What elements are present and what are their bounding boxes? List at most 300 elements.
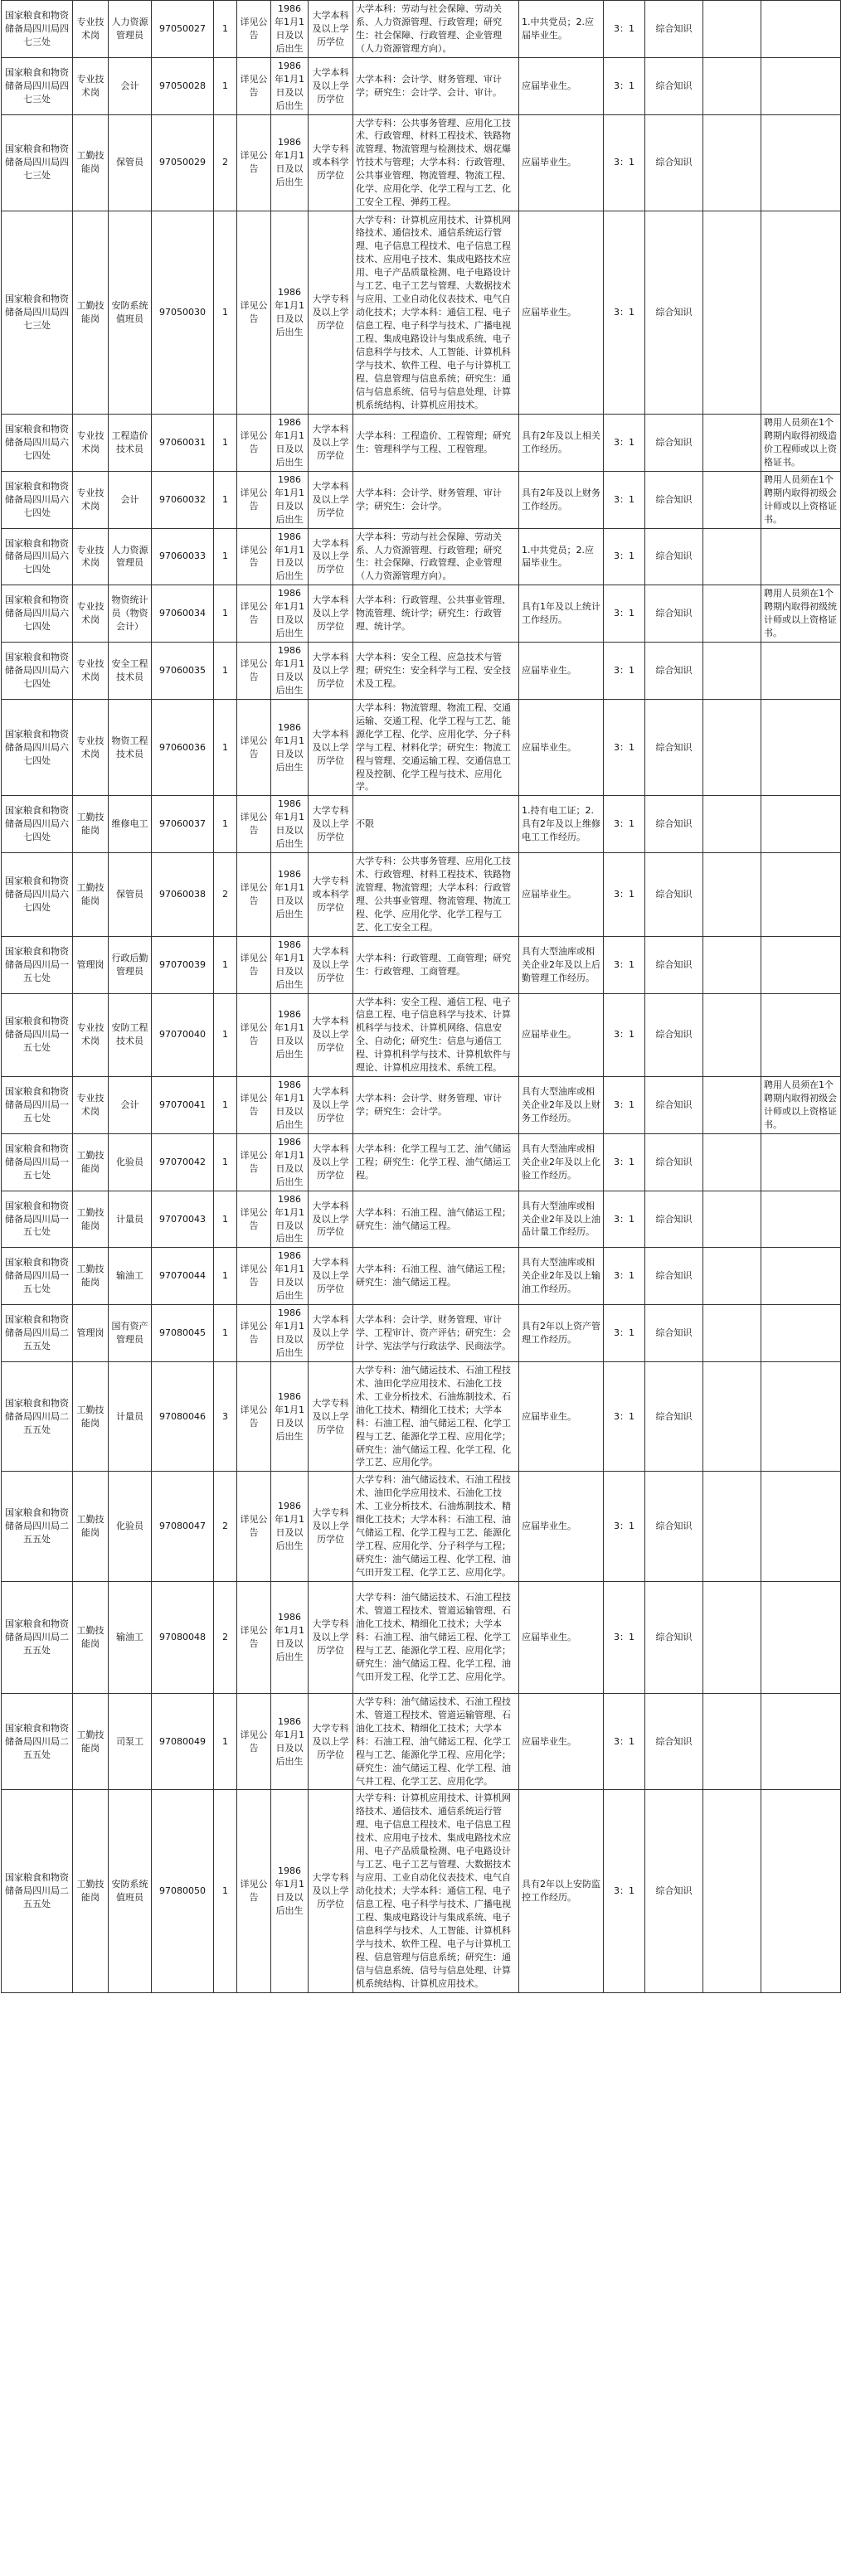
age-cell: 1986年1月1日及以后出生	[271, 1361, 309, 1472]
age-cell: 1986年1月1日及以后出生	[271, 1248, 309, 1305]
subject-cell: 综合知识	[645, 211, 703, 415]
count-cell: 1	[214, 699, 237, 796]
org-cell: 国家粮食和物资储备局四川局四七三处	[2, 1, 73, 58]
age-cell: 1986年1月1日及以后出生	[271, 1472, 309, 1582]
other-requirements-cell: 具有大型油库或相关企业2年及以上输油工作经历。	[519, 1248, 604, 1305]
type-cell: 专业技术岗	[73, 1, 109, 58]
subject-cell: 综合知识	[645, 1305, 703, 1362]
note-cell	[761, 1191, 841, 1248]
education-cell: 大学专科及以上学历学位	[309, 1581, 353, 1693]
other-requirements-cell: 1.持有电工证；2.具有2年及以上维修电工工作经历。	[519, 796, 604, 853]
org-cell: 国家粮食和物资储备局四川局一五七处	[2, 1077, 73, 1134]
education-cell: 大学本科及以上学历学位	[309, 993, 353, 1077]
other-requirements-cell: 具有2年及以上财务工作经历。	[519, 471, 604, 528]
major-cell: 大学本科：行政管理、公共事业管理、物流管理、统计学；研究生：行政管理、统计学。	[353, 585, 519, 643]
org-cell: 国家粮食和物资储备局四川局六七四处	[2, 643, 73, 700]
subject-cell: 综合知识	[645, 936, 703, 993]
blank-cell	[703, 57, 761, 114]
exam-cell: 详见公告	[237, 1305, 271, 1362]
age-cell: 1986年1月1日及以后出生	[271, 1133, 309, 1191]
note-cell	[761, 1581, 841, 1693]
type-cell: 专业技术岗	[73, 471, 109, 528]
code-cell: 97060034	[152, 585, 214, 643]
education-cell: 大学专科及以上学历学位	[309, 211, 353, 415]
table-row	[2, 211, 841, 415]
education-cell: 大学本科及以上学历学位	[309, 57, 353, 114]
education-cell: 大学本科及以上学历学位	[309, 528, 353, 585]
note-cell	[761, 1133, 841, 1191]
education-cell: 大学专科及以上学历学位	[309, 1790, 353, 1992]
post-cell: 输油工	[109, 1248, 152, 1305]
ratio-cell: 3：1	[604, 57, 645, 114]
code-cell: 97060032	[152, 471, 214, 528]
age-cell: 1986年1月1日及以后出生	[271, 993, 309, 1077]
type-cell: 工勤技能岗	[73, 1248, 109, 1305]
table-row	[2, 796, 841, 853]
other-requirements-cell: 应届毕业生。	[519, 643, 604, 700]
blank-cell	[703, 1191, 761, 1248]
count-cell: 1	[214, 1248, 237, 1305]
count-cell: 1	[214, 57, 237, 114]
major-cell: 大学本科：会计学、财务管理、审计学；研究生：会计学。	[353, 471, 519, 528]
major-cell: 大学本科：工程造价、工程管理；研究生：管理科学与工程、工程管理。	[353, 415, 519, 472]
ratio-cell: 3：1	[604, 415, 645, 472]
code-cell: 97050028	[152, 57, 214, 114]
age-cell: 1986年1月1日及以后出生	[271, 936, 309, 993]
subject-cell: 综合知识	[645, 1077, 703, 1134]
other-requirements-cell: 具有2年以上资产管理工作经历。	[519, 1305, 604, 1362]
age-cell: 1986年1月1日及以后出生	[271, 1790, 309, 1992]
post-cell: 安防工程技术员	[109, 993, 152, 1077]
type-cell: 专业技术岗	[73, 1077, 109, 1134]
table-row	[2, 1248, 841, 1305]
other-requirements-cell: 具有2年以上安防监控工作经历。	[519, 1790, 604, 1992]
blank-cell	[703, 1361, 761, 1472]
exam-cell: 详见公告	[237, 415, 271, 472]
exam-cell: 详见公告	[237, 1361, 271, 1472]
note-cell	[761, 699, 841, 796]
code-cell: 97070039	[152, 936, 214, 993]
post-cell: 安防系统值班员	[109, 1790, 152, 1992]
subject-cell: 综合知识	[645, 1133, 703, 1191]
table-row	[2, 1472, 841, 1582]
post-cell: 保管员	[109, 114, 152, 211]
subject-cell: 综合知识	[645, 643, 703, 700]
note-cell: 聘用人员须在1个聘期内取得初级造价工程师或以上资格证书。	[761, 415, 841, 472]
post-cell: 会计	[109, 57, 152, 114]
code-cell: 97050030	[152, 211, 214, 415]
code-cell: 97060036	[152, 699, 214, 796]
other-requirements-cell: 具有大型油库或相关企业2年及以上油品计量工作经历。	[519, 1191, 604, 1248]
subject-cell: 综合知识	[645, 114, 703, 211]
org-cell: 国家粮食和物资储备局四川局六七四处	[2, 528, 73, 585]
ratio-cell: 3：1	[604, 1191, 645, 1248]
blank-cell	[703, 471, 761, 528]
exam-cell: 详见公告	[237, 1191, 271, 1248]
ratio-cell: 3：1	[604, 993, 645, 1077]
subject-cell: 综合知识	[645, 585, 703, 643]
count-cell: 3	[214, 1361, 237, 1472]
exam-cell: 详见公告	[237, 1133, 271, 1191]
blank-cell	[703, 936, 761, 993]
org-cell: 国家粮食和物资储备局四川局四七三处	[2, 211, 73, 415]
job-table	[1, 0, 841, 1993]
exam-cell: 详见公告	[237, 114, 271, 211]
org-cell: 国家粮食和物资储备局四川局四七三处	[2, 57, 73, 114]
major-cell: 大学专科：公共事务管理、应用化工技术、行政管理、材料工程技术、铁路物流管理、物流管理；大学本科：行政管理、公共事业管理、物流管理、物流工程、化学、应用化学、化学工程与工艺、化工安全工程。	[353, 853, 519, 937]
count-cell: 1	[214, 993, 237, 1077]
type-cell: 工勤技能岗	[73, 796, 109, 853]
age-cell: 1986年1月1日及以后出生	[271, 853, 309, 937]
major-cell: 大学专科：油气储运技术、石油工程技术、油田化学应用技术、石油化工技术、工业分析技术、石油炼制技术、精细化工技术；大学本科：石油工程、油气储运工程、化学工程与工艺、能源化学工程、应用化学、分子科学与工程；研究生：油气储运工程、化学工程、油气田开发工程、化学工艺、应用化学。	[353, 1472, 519, 1582]
count-cell: 1	[214, 1790, 237, 1992]
type-cell: 工勤技能岗	[73, 1581, 109, 1693]
major-cell: 不限	[353, 796, 519, 853]
exam-cell: 详见公告	[237, 936, 271, 993]
post-cell: 国有资产管理员	[109, 1305, 152, 1362]
exam-cell: 详见公告	[237, 57, 271, 114]
exam-cell: 详见公告	[237, 643, 271, 700]
type-cell: 工勤技能岗	[73, 211, 109, 415]
note-cell	[761, 936, 841, 993]
code-cell: 97060035	[152, 643, 214, 700]
blank-cell	[703, 1581, 761, 1693]
table-row	[2, 57, 841, 114]
note-cell	[761, 1305, 841, 1362]
type-cell: 专业技术岗	[73, 528, 109, 585]
other-requirements-cell: 具有1年及以上统计工作经历。	[519, 585, 604, 643]
major-cell: 大学本科：石油工程、油气储运工程；研究生：油气储运工程。	[353, 1248, 519, 1305]
count-cell: 2	[214, 1472, 237, 1582]
blank-cell	[703, 528, 761, 585]
ratio-cell: 3：1	[604, 1077, 645, 1134]
major-cell: 大学本科：安全工程、应急技术与管理；研究生：安全科学与工程、安全技术及工程。	[353, 643, 519, 700]
education-cell: 大学本科及以上学历学位	[309, 936, 353, 993]
other-requirements-cell: 应届毕业生。	[519, 699, 604, 796]
ratio-cell: 3：1	[604, 796, 645, 853]
org-cell: 国家粮食和物资储备局四川局六七四处	[2, 699, 73, 796]
org-cell: 国家粮食和物资储备局四川局二五五处	[2, 1693, 73, 1790]
org-cell: 国家粮食和物资储备局四川局一五七处	[2, 993, 73, 1077]
post-cell: 会计	[109, 1077, 152, 1134]
subject-cell: 综合知识	[645, 415, 703, 472]
major-cell: 大学本科：会计学、财务管理、审计学；研究生：会计学、会计、审计。	[353, 57, 519, 114]
subject-cell: 综合知识	[645, 993, 703, 1077]
major-cell: 大学专科：计算机应用技术、计算机网络技术、通信技术、通信系统运行管理、电子信息工程技术、电子信息工程技术、应用电子技术、集成电路技术应用、电子产品质量检测、电子电路设计与工艺、电子工艺与管理、大数据技术与应用、工业自动化仪表技术、电气自动化技术；大学本科：通信工程、电子信息工程、电子科学与技术、广播电视工程、集成电路设计与集成系统、电子信息科学与技术、人工智能、计算机科学与技术、软件工程、电子与计算机工程、信息管理与信息系统；研究生：通信与信息系统、信号与信息处理、计算机系统结构、计算机应用技术。	[353, 1790, 519, 1992]
major-cell: 大学本科：劳动与社会保障、劳动关系、人力资源管理、行政管理；研究生：社会保障、行政管理、企业管理（人力资源管理方向）。	[353, 1, 519, 58]
type-cell: 专业技术岗	[73, 993, 109, 1077]
blank-cell	[703, 1693, 761, 1790]
blank-cell	[703, 1248, 761, 1305]
education-cell: 大学本科及以上学历学位	[309, 415, 353, 472]
code-cell: 97060031	[152, 415, 214, 472]
note-cell: 聘用人员须在1个聘期内取得初级统计师或以上资格证书。	[761, 585, 841, 643]
table-row	[2, 471, 841, 528]
table-row	[2, 699, 841, 796]
subject-cell: 综合知识	[645, 1790, 703, 1992]
age-cell: 1986年1月1日及以后出生	[271, 57, 309, 114]
post-cell: 输油工	[109, 1581, 152, 1693]
age-cell: 1986年1月1日及以后出生	[271, 1, 309, 58]
other-requirements-cell: 具有大型油库或相关企业2年及以上化验工作经历。	[519, 1133, 604, 1191]
org-cell: 国家粮食和物资储备局四川局一五七处	[2, 1133, 73, 1191]
other-requirements-cell: 应届毕业生。	[519, 1581, 604, 1693]
note-cell	[761, 57, 841, 114]
post-cell: 行政后勤管理员	[109, 936, 152, 993]
org-cell: 国家粮食和物资储备局四川局二五五处	[2, 1361, 73, 1472]
post-cell: 物资工程技术员	[109, 699, 152, 796]
major-cell: 大学本科：劳动与社会保障、劳动关系、人力资源管理、行政管理；研究生：社会保障、行政管理、企业管理（人力资源管理方向）。	[353, 528, 519, 585]
count-cell: 1	[214, 1693, 237, 1790]
type-cell: 工勤技能岗	[73, 114, 109, 211]
post-cell: 化验员	[109, 1133, 152, 1191]
age-cell: 1986年1月1日及以后出生	[271, 114, 309, 211]
subject-cell: 综合知识	[645, 796, 703, 853]
subject-cell: 综合知识	[645, 699, 703, 796]
table-row	[2, 993, 841, 1077]
education-cell: 大学本科及以上学历学位	[309, 1, 353, 58]
code-cell: 97050027	[152, 1, 214, 58]
note-cell	[761, 1472, 841, 1582]
org-cell: 国家粮食和物资储备局四川局二五五处	[2, 1305, 73, 1362]
age-cell: 1986年1月1日及以后出生	[271, 1693, 309, 1790]
ratio-cell: 3：1	[604, 1, 645, 58]
ratio-cell: 3：1	[604, 699, 645, 796]
exam-cell: 详见公告	[237, 993, 271, 1077]
table-row	[2, 114, 841, 211]
blank-cell	[703, 415, 761, 472]
code-cell: 97060038	[152, 853, 214, 937]
table-row	[2, 1790, 841, 1992]
table-row	[2, 585, 841, 643]
post-cell: 人力资源管理员	[109, 1, 152, 58]
table-row	[2, 1, 841, 58]
education-cell: 大学专科或本科学历学位	[309, 114, 353, 211]
major-cell: 大学本科：安全工程、通信工程、电子信息工程、电子信息科学与技术、计算机科学与技术、计算机网络、信息安全、自动化；研究生：信息与通信工程、计算机科学与技术、计算机软件与理论、计算机应用技术、系统工程。	[353, 993, 519, 1077]
major-cell: 大学本科：会计学、财务管理、审计学；研究生：会计学。	[353, 1077, 519, 1134]
education-cell: 大学本科及以上学历学位	[309, 1248, 353, 1305]
ratio-cell: 3：1	[604, 1581, 645, 1693]
count-cell: 2	[214, 1581, 237, 1693]
count-cell: 1	[214, 1, 237, 58]
post-cell: 安全工程技术员	[109, 643, 152, 700]
count-cell: 1	[214, 415, 237, 472]
code-cell: 97070044	[152, 1248, 214, 1305]
subject-cell: 综合知识	[645, 528, 703, 585]
count-cell: 1	[214, 1191, 237, 1248]
age-cell: 1986年1月1日及以后出生	[271, 211, 309, 415]
type-cell: 专业技术岗	[73, 699, 109, 796]
post-cell: 维修电工	[109, 796, 152, 853]
org-cell: 国家粮食和物资储备局四川局二五五处	[2, 1472, 73, 1582]
ratio-cell: 3：1	[604, 936, 645, 993]
age-cell: 1986年1月1日及以后出生	[271, 471, 309, 528]
note-cell	[761, 643, 841, 700]
exam-cell: 详见公告	[237, 528, 271, 585]
table-row	[2, 415, 841, 472]
table-row	[2, 1693, 841, 1790]
ratio-cell: 3：1	[604, 528, 645, 585]
other-requirements-cell: 1.中共党员；2.应届毕业生。	[519, 1, 604, 58]
other-requirements-cell: 具有大型油库或相关企业2年及以上后勤管理工作经历。	[519, 936, 604, 993]
blank-cell	[703, 211, 761, 415]
age-cell: 1986年1月1日及以后出生	[271, 1077, 309, 1134]
table-row	[2, 1581, 841, 1693]
post-cell: 计量员	[109, 1191, 152, 1248]
subject-cell: 综合知识	[645, 1361, 703, 1472]
ratio-cell: 3：1	[604, 1693, 645, 1790]
exam-cell: 详见公告	[237, 1, 271, 58]
note-cell	[761, 1248, 841, 1305]
count-cell: 1	[214, 1077, 237, 1134]
major-cell: 大学本科：化学工程与工艺、油气储运工程；研究生：化学工程、油气储运工程。	[353, 1133, 519, 1191]
age-cell: 1986年1月1日及以后出生	[271, 796, 309, 853]
ratio-cell: 3：1	[604, 211, 645, 415]
count-cell: 1	[214, 796, 237, 853]
post-cell: 化验员	[109, 1472, 152, 1582]
age-cell: 1986年1月1日及以后出生	[271, 643, 309, 700]
other-requirements-cell: 具有大型油库或相关企业2年及以上财务工作经历。	[519, 1077, 604, 1134]
note-cell	[761, 114, 841, 211]
count-cell: 1	[214, 585, 237, 643]
note-cell: 聘用人员须在1个聘期内取得初级会计师或以上资格证书。	[761, 1077, 841, 1134]
other-requirements-cell: 应届毕业生。	[519, 114, 604, 211]
table-row	[2, 936, 841, 993]
exam-cell: 详见公告	[237, 853, 271, 937]
major-cell: 大学专科：油气储运技术、石油工程技术、油田化学应用技术、石油化工技术、工业分析技术、石油炼制技术、石油化工技术、精细化工技术；大学本科：石油工程、油气储运工程、化学工程与工艺、能源化学工程、应用化学；研究生：油气储运工程、化学工程、化学工艺、应用化学。	[353, 1361, 519, 1472]
org-cell: 国家粮食和物资储备局四川局二五五处	[2, 1581, 73, 1693]
code-cell: 97070041	[152, 1077, 214, 1134]
ratio-cell: 3：1	[604, 1133, 645, 1191]
count-cell: 2	[214, 114, 237, 211]
post-cell: 工程造价技术员	[109, 415, 152, 472]
education-cell: 大学本科及以上学历学位	[309, 699, 353, 796]
ratio-cell: 3：1	[604, 1305, 645, 1362]
education-cell: 大学专科及以上学历学位	[309, 1361, 353, 1472]
blank-cell	[703, 643, 761, 700]
org-cell: 国家粮食和物资储备局四川局六七四处	[2, 471, 73, 528]
blank-cell	[703, 796, 761, 853]
exam-cell: 详见公告	[237, 1693, 271, 1790]
count-cell: 1	[214, 643, 237, 700]
major-cell: 大学本科：会计学、财务管理、审计学、工程审计、资产评估；研究生：会计学、宪法学与行政法学、民商法学。	[353, 1305, 519, 1362]
other-requirements-cell: 应届毕业生。	[519, 57, 604, 114]
type-cell: 工勤技能岗	[73, 1133, 109, 1191]
type-cell: 专业技术岗	[73, 415, 109, 472]
age-cell: 1986年1月1日及以后出生	[271, 1305, 309, 1362]
exam-cell: 详见公告	[237, 585, 271, 643]
code-cell: 97070042	[152, 1133, 214, 1191]
code-cell: 97080046	[152, 1361, 214, 1472]
age-cell: 1986年1月1日及以后出生	[271, 415, 309, 472]
type-cell: 管理岗	[73, 1305, 109, 1362]
ratio-cell: 3：1	[604, 585, 645, 643]
note-cell	[761, 528, 841, 585]
note-cell	[761, 853, 841, 937]
note-cell	[761, 1361, 841, 1472]
type-cell: 专业技术岗	[73, 585, 109, 643]
other-requirements-cell: 应届毕业生。	[519, 1361, 604, 1472]
table-row	[2, 1191, 841, 1248]
org-cell: 国家粮食和物资储备局四川局六七四处	[2, 415, 73, 472]
subject-cell: 综合知识	[645, 57, 703, 114]
note-cell	[761, 211, 841, 415]
type-cell: 工勤技能岗	[73, 1361, 109, 1472]
code-cell: 97080049	[152, 1693, 214, 1790]
blank-cell	[703, 585, 761, 643]
blank-cell	[703, 699, 761, 796]
exam-cell: 详见公告	[237, 471, 271, 528]
post-cell: 人力资源管理员	[109, 528, 152, 585]
count-cell: 1	[214, 211, 237, 415]
exam-cell: 详见公告	[237, 1248, 271, 1305]
major-cell: 大学专科：油气储运技术、石油工程技术、管道工程技术、管道运输管理、石油化工技术、精细化工技术；大学本科：石油工程、油气储运工程、化学工程与工艺、能源化学工程、应用化学；研究生：油气储运工程、化学工程、油气井工程、化学工艺、应用化学。	[353, 1693, 519, 1790]
table-row	[2, 643, 841, 700]
exam-cell: 详见公告	[237, 1790, 271, 1992]
blank-cell	[703, 853, 761, 937]
type-cell: 工勤技能岗	[73, 1693, 109, 1790]
blank-cell	[703, 1077, 761, 1134]
other-requirements-cell: 应届毕业生。	[519, 853, 604, 937]
org-cell: 国家粮食和物资储备局四川局二五五处	[2, 1790, 73, 1992]
post-cell: 物资统计员（物资会计）	[109, 585, 152, 643]
org-cell: 国家粮食和物资储备局四川局一五七处	[2, 1191, 73, 1248]
subject-cell: 综合知识	[645, 471, 703, 528]
note-cell	[761, 796, 841, 853]
code-cell: 97080048	[152, 1581, 214, 1693]
ratio-cell: 3：1	[604, 1361, 645, 1472]
age-cell: 1986年1月1日及以后出生	[271, 1191, 309, 1248]
ratio-cell: 3：1	[604, 114, 645, 211]
code-cell: 97060037	[152, 796, 214, 853]
ratio-cell: 3：1	[604, 1472, 645, 1582]
code-cell: 97050029	[152, 114, 214, 211]
blank-cell	[703, 993, 761, 1077]
other-requirements-cell: 具有2年及以上相关工作经历。	[519, 415, 604, 472]
major-cell: 大学本科：石油工程、油气储运工程；研究生：油气储运工程。	[353, 1191, 519, 1248]
exam-cell: 详见公告	[237, 1077, 271, 1134]
subject-cell: 综合知识	[645, 1, 703, 58]
type-cell: 工勤技能岗	[73, 853, 109, 937]
code-cell: 97070040	[152, 993, 214, 1077]
education-cell: 大学本科及以上学历学位	[309, 1133, 353, 1191]
count-cell: 2	[214, 853, 237, 937]
type-cell: 管理岗	[73, 936, 109, 993]
other-requirements-cell: 1.中共党员；2.应届毕业生。	[519, 528, 604, 585]
post-cell: 计量员	[109, 1361, 152, 1472]
subject-cell: 综合知识	[645, 853, 703, 937]
code-cell: 97080050	[152, 1790, 214, 1992]
table-row	[2, 853, 841, 937]
blank-cell	[703, 1133, 761, 1191]
education-cell: 大学本科及以上学历学位	[309, 1077, 353, 1134]
ratio-cell: 3：1	[604, 1248, 645, 1305]
exam-cell: 详见公告	[237, 1581, 271, 1693]
table-row	[2, 1077, 841, 1134]
education-cell: 大学专科及以上学历学位	[309, 1472, 353, 1582]
type-cell: 工勤技能岗	[73, 1790, 109, 1992]
note-cell	[761, 993, 841, 1077]
exam-cell: 详见公告	[237, 211, 271, 415]
other-requirements-cell: 应届毕业生。	[519, 211, 604, 415]
count-cell: 1	[214, 1305, 237, 1362]
education-cell: 大学本科及以上学历学位	[309, 643, 353, 700]
post-cell: 安防系统值班员	[109, 211, 152, 415]
code-cell: 97080045	[152, 1305, 214, 1362]
type-cell: 工勤技能岗	[73, 1472, 109, 1582]
table-row	[2, 528, 841, 585]
subject-cell: 综合知识	[645, 1581, 703, 1693]
